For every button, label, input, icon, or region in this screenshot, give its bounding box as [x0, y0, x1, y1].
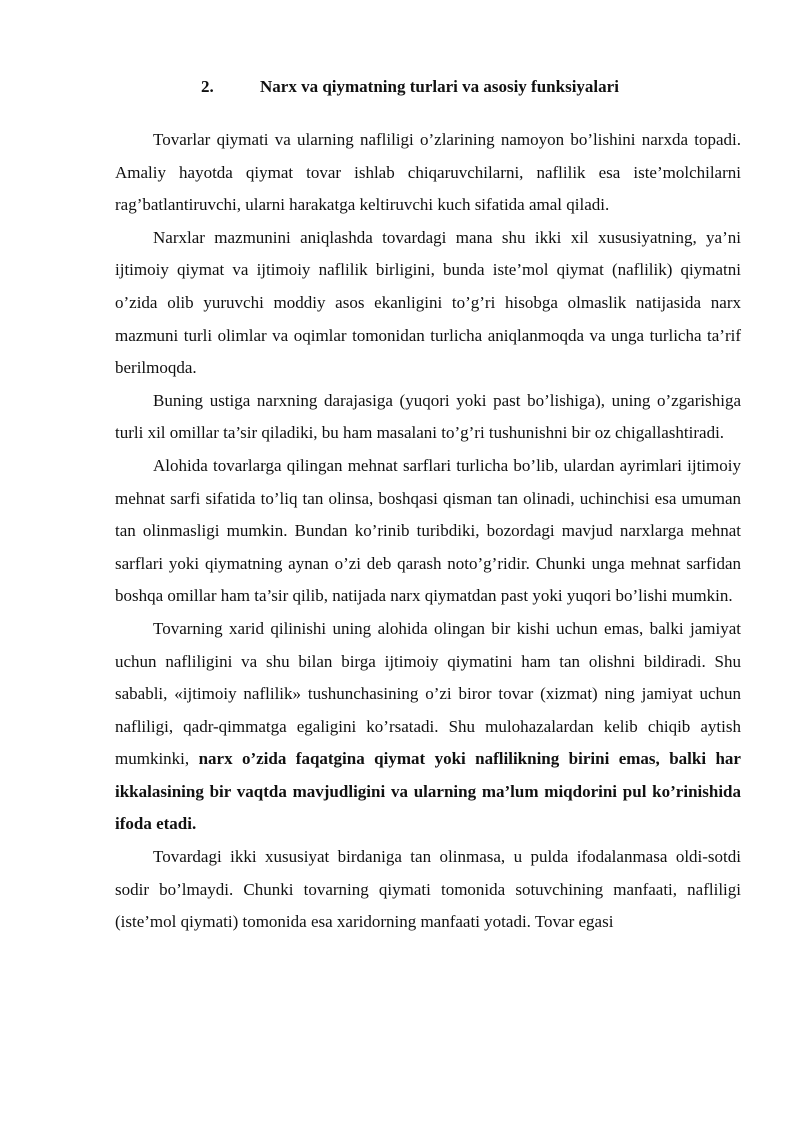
- paragraph: Alohida tovarlarga qilingan mehnat sarflari turlicha bo’lib, ulardan ayrimlari ijtimoiy mehnat sarfi sifatida to’liq tan olinsa, boshqasi qisman tan olinadi, uchinchisi esa umuman tan olinmasligi mumkin. Bundan ko’rinib turibdiki, bozordagi mavjud narxlarga mehnat sarflari yoki qiymatning aynan o’zi deb qarash noto’g’ridir. Chunki unga mehnat sarfidan boshqa omillar ham ta’sir qilib, natijada narx qiymatdan past yoki yuqori bo’lishi mumkin.: [115, 455, 741, 606]
- section-number: 2.: [201, 77, 214, 96]
- paragraph: Tovardagi ikki xususiyat birdaniga tan olinmasa, u pulda ifodalanmasa oldi-sotdi sodir bo’lmaydi. Chunki tovarning qiymati tomonida sotuvchining manfaati, nafliligi (iste’mol qiymati) tomonida esa xaridorning manfaati yotadi. Tovar egasi: [115, 847, 741, 932]
- paragraph: Buning ustiga narxning darajasiga (yuqori yoki past bo’lishiga), uning o’zgarishiga turli xil omillar ta’sir qiladiki, bu ham masalani to’g’ri tushunishni bir oz chigallashtiradi.: [115, 390, 741, 443]
- section-title: Narx va qiymatning turlari va asosiy funksiyalari: [260, 77, 619, 96]
- paragraph: Tovarlar qiymati va ularning nafliligi o’zlarining namoyon bo’lishini narxda topadi. Amaliy hayotda qiymat tovar ishlab chiqaruvchilarni, naflilik esa iste’molchilarni rag’batlantiruvchi, ularni harakatga keltiruvchi kuch sifatida amal qiladi.: [115, 130, 741, 215]
- paragraph: [115, 613, 741, 841]
- paragraph: Narxlar mazmunini aniqlashda tovardagi mana shu ikki xil xususiyatning, ya’ni ijtimoiy qiymat va ijtimoiy naflilik birligini, bunda iste’mol qiymat (naflilik) qiymatni o’zida olib yuruvchi moddiy asos ekanligini to’g’ri hisobga olmaslik natijasida narx mazmuni turli olimlar va oqimlar tomonidan turlicha aniqlanmoqda va unga turlicha ta’rif berilmoqda.: [115, 227, 741, 378]
- paragraph-bold-text: narx o’zida faqatgina qiymat yoki naflilikning birini emas, balki har ikkalasining bir vaqtda mavjudligini va ularning ma’lum miqdorini pul ko’rinishida ifoda etadi.: [115, 749, 741, 834]
- body-text: [115, 124, 741, 939]
- paragraph-text: Tovarning xarid qilinishi uning alohida olingan bir kishi uchun emas, balki jamiyat uchun nafliligini va shu bilan birga ijtimoiy qiymatini ham tan olishni bildiradi. Shu sababli, «ijtimoiy naflilik» tushunchasining o’zi biror tovar (xizmat) ning jamiyat uchun nafliligi, qadr-qimmatga egaligini ko’rsatadi. Shu mulohazalardan kelib chiqib aytish mumkinki,: [115, 618, 741, 769]
